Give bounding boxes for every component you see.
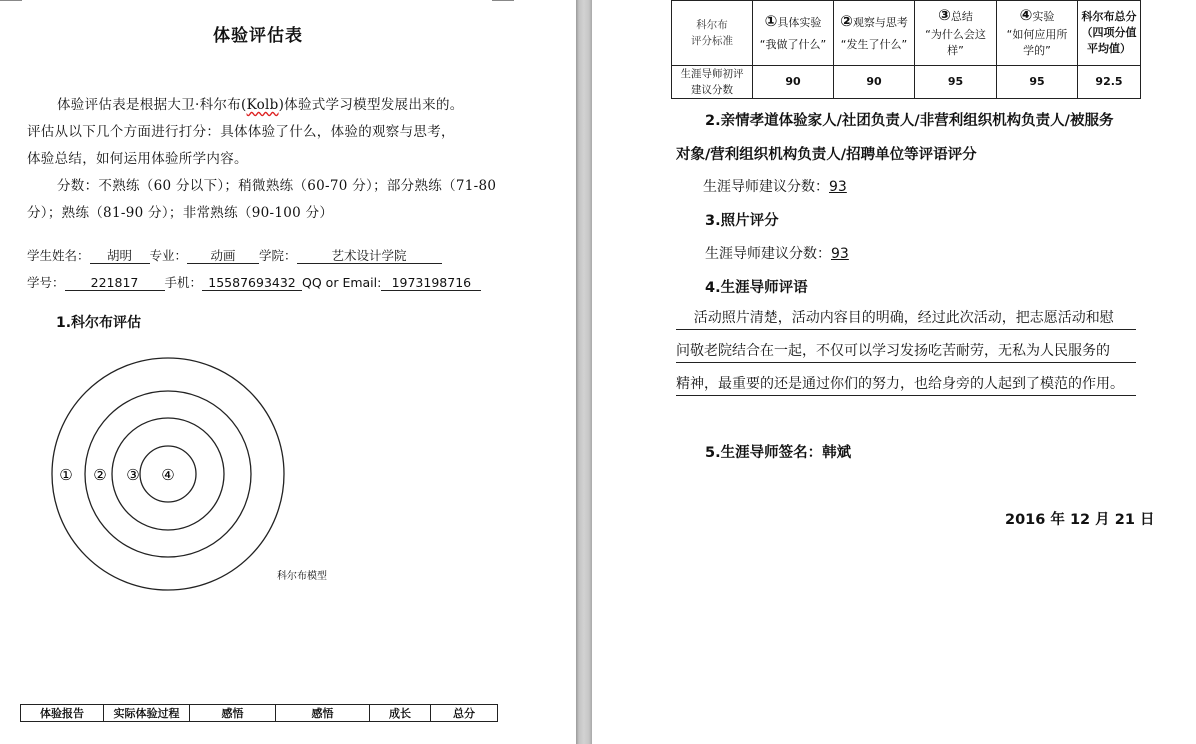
score-header-cell: 感悟 [276,705,370,722]
right-page [592,0,1196,744]
college-label: 学院： [259,248,297,263]
scoring-line-2: 分）；熟练（81-90 分）；非常熟练（90-100 分） [27,205,334,221]
score-value: 93 [829,179,847,195]
signature-name: 韩斌 [822,445,852,461]
col-title: 观察与思考 [852,16,908,29]
student-info-row-2 [27,273,481,291]
section-3-score [705,243,849,263]
id-label: 学号： [27,275,65,290]
score-header-table [20,704,498,722]
page-gutter [576,0,592,744]
ring-label-3: ③ [126,466,140,484]
intro-line-2: 评估从以下几个方面进行打分：具体体验了什么，体验的观察与思考， [27,124,455,140]
kolb-score-cell: 90 [753,66,834,99]
col-number: ① [764,12,778,30]
score-header-cell: 实际体验过程 [104,705,190,722]
section-4-title: 4.生涯导师评语 [705,280,808,296]
total-header-line: （四项分值 [1081,26,1137,39]
kolb-total-header [1078,1,1141,66]
col-sub: “如何应用所学的” [1006,28,1068,57]
college-value: 艺术设计学院 [297,249,442,264]
score-value: 93 [831,246,849,262]
kolb-col-header [915,1,997,66]
score-header-cell: 总分 [431,705,498,722]
row-label-line: 建议分数 [691,84,733,96]
id-value: 221817 [65,276,165,291]
total-header-line: 平均值） [1087,42,1131,55]
score-header-cell: 感悟 [190,705,276,722]
score-label: 生涯导师建议分数： [703,179,829,195]
kolb-model-diagram [40,352,340,596]
score-header-cell: 成长 [370,705,431,722]
left-page [0,0,576,744]
contact-value: 1973198716 [381,276,481,291]
row-label-line: 生涯导师初评 [680,68,744,80]
comment-line: 活动照片清楚，活动内容目的明确，经过此次活动，把志愿活动和慰 [676,307,1136,330]
kolb-score-cell: 90 [834,66,915,99]
criteria-label: 评分标准 [691,35,733,47]
section-1-title: 1.科尔布评估 [56,315,142,331]
kolb-criteria-header [672,1,753,66]
col-number: ② [840,12,853,30]
crop-mark [492,0,514,1]
kolb-col-header [997,1,1078,66]
criteria-label: 科尔布 [696,19,728,31]
intro-line-3: 体验总结，如何运用体验所学内容。 [27,151,248,167]
ring-label-2: ② [93,466,107,484]
intro-text: )体验式学习模型发展出来的。 [278,97,464,113]
col-title: 具体实验 [777,16,822,29]
col-number: ④ [1019,6,1033,24]
diagram-caption: 科尔布模型 [277,571,327,582]
kolb-col-header [834,1,915,66]
kolb-score-table [671,0,1141,99]
section-2-score [703,176,847,196]
kolb-row-label [672,66,753,99]
col-title: 总结 [950,10,973,23]
name-value: 胡明 [90,249,150,264]
comment-line: 精神，最重要的还是通过你们的努力，也给身旁的人起到了模范的作用。 [676,373,1136,396]
major-value: 动画 [187,249,259,264]
signature-label: 5.生涯导师签名： [705,445,823,461]
col-title: 实验 [1032,10,1055,23]
kolb-col-header [753,1,834,66]
document-title: 体验评估表 [213,26,303,46]
table-row [672,66,1141,99]
ring-label-4: ④ [161,466,175,484]
total-header-line: 科尔布总分 [1081,10,1137,23]
col-number: ③ [938,6,951,24]
section-3-title: 3.照片评分 [705,213,779,229]
student-info-row-1 [27,246,442,264]
col-sub: “发生了什么” [840,38,908,51]
contact-label: QQ or Email: [302,275,382,290]
crop-mark [0,0,22,1]
section-2-line-1: 2.亲情孝道体验家人/社团负责人/非营利组织机构负责人/被服务 [705,113,1114,129]
col-sub: “我做了什么” [759,38,827,51]
kolb-total-cell: 92.5 [1078,66,1141,99]
comment-line: 问敬老院结合在一起，不仅可以学习发扬吃苦耐劳，无私为人民服务的 [676,340,1136,363]
document-date: 2016 年 12 月 21 日 [1005,512,1155,528]
phone-label: 手机： [164,275,203,290]
table-row [672,1,1141,66]
section-2-line-2: 对象/营利组织机构负责人/招聘单位等评语评分 [676,147,977,163]
major-label: 专业： [149,248,188,263]
table-row [21,705,498,722]
name-label: 学生姓名： [27,248,90,263]
intro-line-1 [57,93,464,113]
phone-value: 15587693432 [202,276,302,291]
section-5-signature [705,441,851,462]
scoring-line-1: 分数：不熟练（60 分以下）；稍微熟练（60-70 分）；部分熟练（71-80 [57,178,497,194]
kolb-score-cell: 95 [997,66,1078,99]
kolb-score-cell: 95 [915,66,997,99]
col-sub: “为什么会这样” [925,28,986,57]
score-label: 生涯导师建议分数： [705,246,831,262]
score-header-cell: 体验报告 [21,705,104,722]
intro-text: 体验评估表是根据大卫·科尔布( [57,97,247,113]
ring-label-1: ① [59,466,73,484]
kolb-word: Kolb [246,97,279,113]
